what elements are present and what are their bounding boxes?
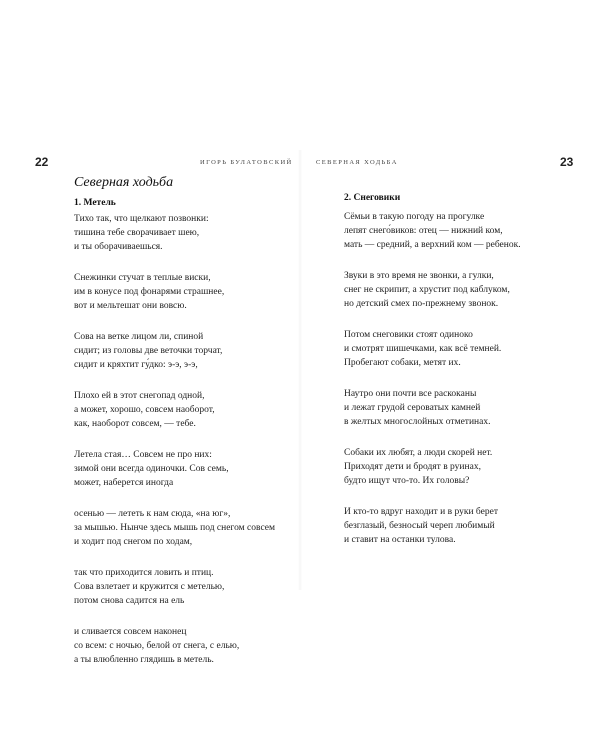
poem-line: со всем: с ночью, белой от снега, с елью,	[74, 641, 240, 651]
poem-line: Наутро они почти все раскоканы	[344, 389, 477, 399]
poem-line: может, наберется иногда	[74, 478, 174, 488]
poem-line: Плохо ей в этот снегопад одной,	[74, 391, 205, 401]
stanza	[74, 566, 294, 608]
poem-title-metel: 1. Метель	[74, 198, 116, 208]
page-number-left: 22	[35, 155, 49, 169]
stanza	[344, 387, 594, 429]
poem-line: но детский смех по-прежнему звонок.	[344, 299, 499, 309]
stanza	[344, 210, 594, 252]
stanza	[344, 269, 594, 311]
poem-line: сидит; из головы две веточки торчат,	[74, 346, 223, 356]
poem-line: и ставит на останки тулова.	[344, 535, 456, 545]
poem-line: и сливается совсем наконец	[74, 627, 187, 637]
poem-line: как, наоборот совсем, — тебе.	[74, 419, 196, 429]
poem-line: Сова на ветке лицом ли, спиной	[74, 332, 204, 342]
stanza	[74, 507, 294, 549]
poem-body-snegoviki	[344, 210, 594, 564]
poem-line: а может, хорошо, совсем наоборот,	[74, 405, 215, 415]
poem-line: за мышью. Нынче здесь мышь под снегом совсем	[74, 523, 275, 533]
poem-line: так что приходится ловить и птиц.	[74, 568, 214, 578]
stanza	[74, 330, 294, 372]
stanza	[74, 212, 294, 254]
poem-line: им в конусе под фонарями страшнее,	[74, 287, 225, 297]
poem-line: И кто-то вдруг находит и в руки берет	[344, 507, 498, 517]
poem-line: мать — средний, а верхний ком — ребенок.	[344, 240, 521, 250]
poem-line: сидит и кряхтит гу́дко: э-э, э-э,	[74, 360, 198, 370]
stanza	[344, 328, 594, 370]
poem-line: и ходит под снегом по ходам,	[74, 537, 193, 547]
stanza	[344, 505, 594, 547]
running-head-title: СЕВЕРНАЯ ХОДЬБА	[316, 159, 398, 166]
poem-line: Снежинки стучат в теплые виски,	[74, 273, 211, 283]
poem-line: и лежат грудой сероватых камней	[344, 403, 481, 413]
poem-line: а ты влюбленно глядишь в метель.	[74, 655, 214, 665]
stanza	[74, 448, 294, 490]
poem-line: и смотрят шишечками, как всё темней.	[344, 344, 502, 354]
poem-title-snegoviki: 2. Снеговики	[344, 193, 401, 203]
poem-line: Потом снеговики стоят одиноко	[344, 330, 473, 340]
poem-body-metel	[74, 212, 294, 684]
poem-line: безглазый, безносый череп любимый	[344, 521, 495, 531]
poem-line: Собаки их любят, а люди скорей нет.	[344, 448, 493, 458]
poem-line: Сова взлетает и кружится с метелью,	[74, 582, 225, 592]
poem-line: осенью — лететь к нам сюда, «на юг»,	[74, 509, 231, 519]
poem-line: вот и мельтешат они вовсю.	[74, 301, 187, 311]
poem-line: и ты оборачиваешься.	[74, 242, 163, 252]
poem-line: тишина тебе сворачивает шею,	[74, 228, 200, 238]
poem-line: потом снова садится на ель	[74, 596, 185, 606]
poem-line: Звуки в это время не звонки, а гулки,	[344, 271, 494, 281]
page-number-right: 23	[560, 155, 574, 169]
stanza	[74, 389, 294, 431]
poem-line: Сёмьи в такую погоду на прогулке	[344, 212, 485, 222]
poem-line: снег не скрипит, а хрустит под каблуком,	[344, 285, 510, 295]
poem-line: в желтых многослойных отметинах.	[344, 417, 491, 427]
section-title: Северная ходьба	[74, 175, 174, 190]
poem-line: Тихо так, что щелкают позвонки:	[74, 214, 209, 224]
poem-line: Пробегают собаки, метят их.	[344, 358, 461, 368]
poem-line: будто ищут что-то. Их головы?	[344, 476, 470, 486]
poem-line: зимой они всегда одиночки. Сов семь,	[74, 464, 229, 474]
poem-line: Приходят дети и бродят в руинах,	[344, 462, 481, 472]
running-head-author: ИГОРЬ БУЛАТОВСКИЙ	[200, 159, 293, 166]
right-page	[300, 0, 600, 750]
poem-line: Летела стая… Совсем не про них:	[74, 450, 212, 460]
stanza	[344, 446, 594, 488]
stanza	[74, 271, 294, 313]
poem-line: лепят снего́виков: отец — нижний ком,	[344, 226, 503, 236]
stanza	[74, 625, 294, 667]
